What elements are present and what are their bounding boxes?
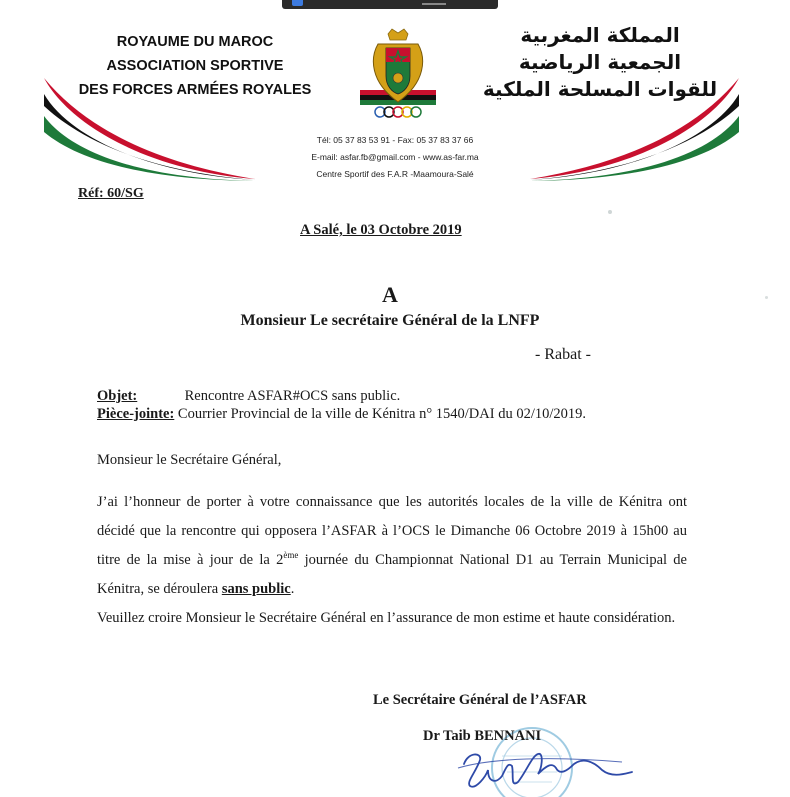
toolbar-indicator (422, 3, 446, 5)
letterhead-line-ar: الجمعية الرياضية (518, 50, 682, 74)
addressee-city: - Rabat - (535, 346, 591, 363)
scan-speck (765, 296, 768, 299)
royal-armed-forces-emblem-icon (358, 28, 438, 120)
scan-speck (608, 210, 612, 214)
french-letterhead (60, 30, 330, 102)
attachment-label: Pièce-jointe: (97, 406, 175, 422)
date-line: A Salé, le 03 Octobre 2019 (300, 222, 462, 238)
attachment-row (97, 405, 586, 423)
letter-body (97, 488, 687, 633)
object-block (97, 387, 586, 423)
letterhead-line: ROYAUME DU MAROC (116, 34, 274, 50)
object-row (97, 387, 586, 405)
body-text: J’ai l’honneur de porter à votre connaissance que les autorités locales de la ville de Kénitra ont décidé que la rencontre qui opposera l’ASFAR à l’OCS le Dimanche 06 Octobre 2019 à 15h00 au titre de la mise à jour de la 2 (97, 494, 687, 568)
contact-address: Centre Sportif des F.A.R -Maamoura-Salé (316, 169, 474, 179)
signatory-name: Dr Taib BENNANI (423, 728, 542, 744)
salutation: Monsieur le Secrétaire Général, (97, 452, 282, 468)
addressee: Monsieur Le secrétaire Général de la LNFP (240, 312, 540, 329)
object-text: Rencontre ASFAR#OCS sans public. (184, 388, 401, 404)
object-label: Objet: (97, 388, 138, 404)
ordinal-superscript: ème (283, 550, 299, 561)
body-text: . (290, 581, 295, 597)
contact-phone: Tél: 05 37 83 53 91 - Fax: 05 37 83 37 66 (316, 135, 474, 145)
letterhead-line-ar: للقوات المسلحة الملكية (482, 77, 718, 101)
contact-block (250, 132, 540, 183)
body-paragraph (97, 488, 687, 604)
letterhead-line: DES FORCES ARMÉES ROYALES (78, 82, 312, 98)
letterhead-line-ar: المملكة المغربية (520, 23, 680, 47)
window-toolbar-strip (282, 0, 498, 9)
closing-paragraph: Veuillez croire Monsieur le Secrétaire Général en l’assurance de mon estime et haute considération. (97, 610, 676, 626)
contact-email: E-mail: asfar.fb@gmail.com - www.as-far.ma (311, 152, 479, 162)
to-marker: A (382, 282, 398, 307)
reference-number: Réf: 60/SG (78, 186, 144, 201)
body-emphasis: sans public (221, 581, 291, 597)
arabic-letterhead (470, 22, 730, 103)
app-icon (292, 0, 303, 6)
attachment-text: Courrier Provincial de la ville de Kénitra n° 1540/DAI du 02/10/2019. (177, 406, 587, 422)
signature-title: Le Secrétaire Général de l’ASFAR (373, 692, 587, 708)
body-text: journée du Championnat National D1 au Terrain Municipal de Kénitra, se déroulera (97, 552, 687, 597)
letterhead-line: ASSOCIATION SPORTIVE (106, 58, 284, 74)
